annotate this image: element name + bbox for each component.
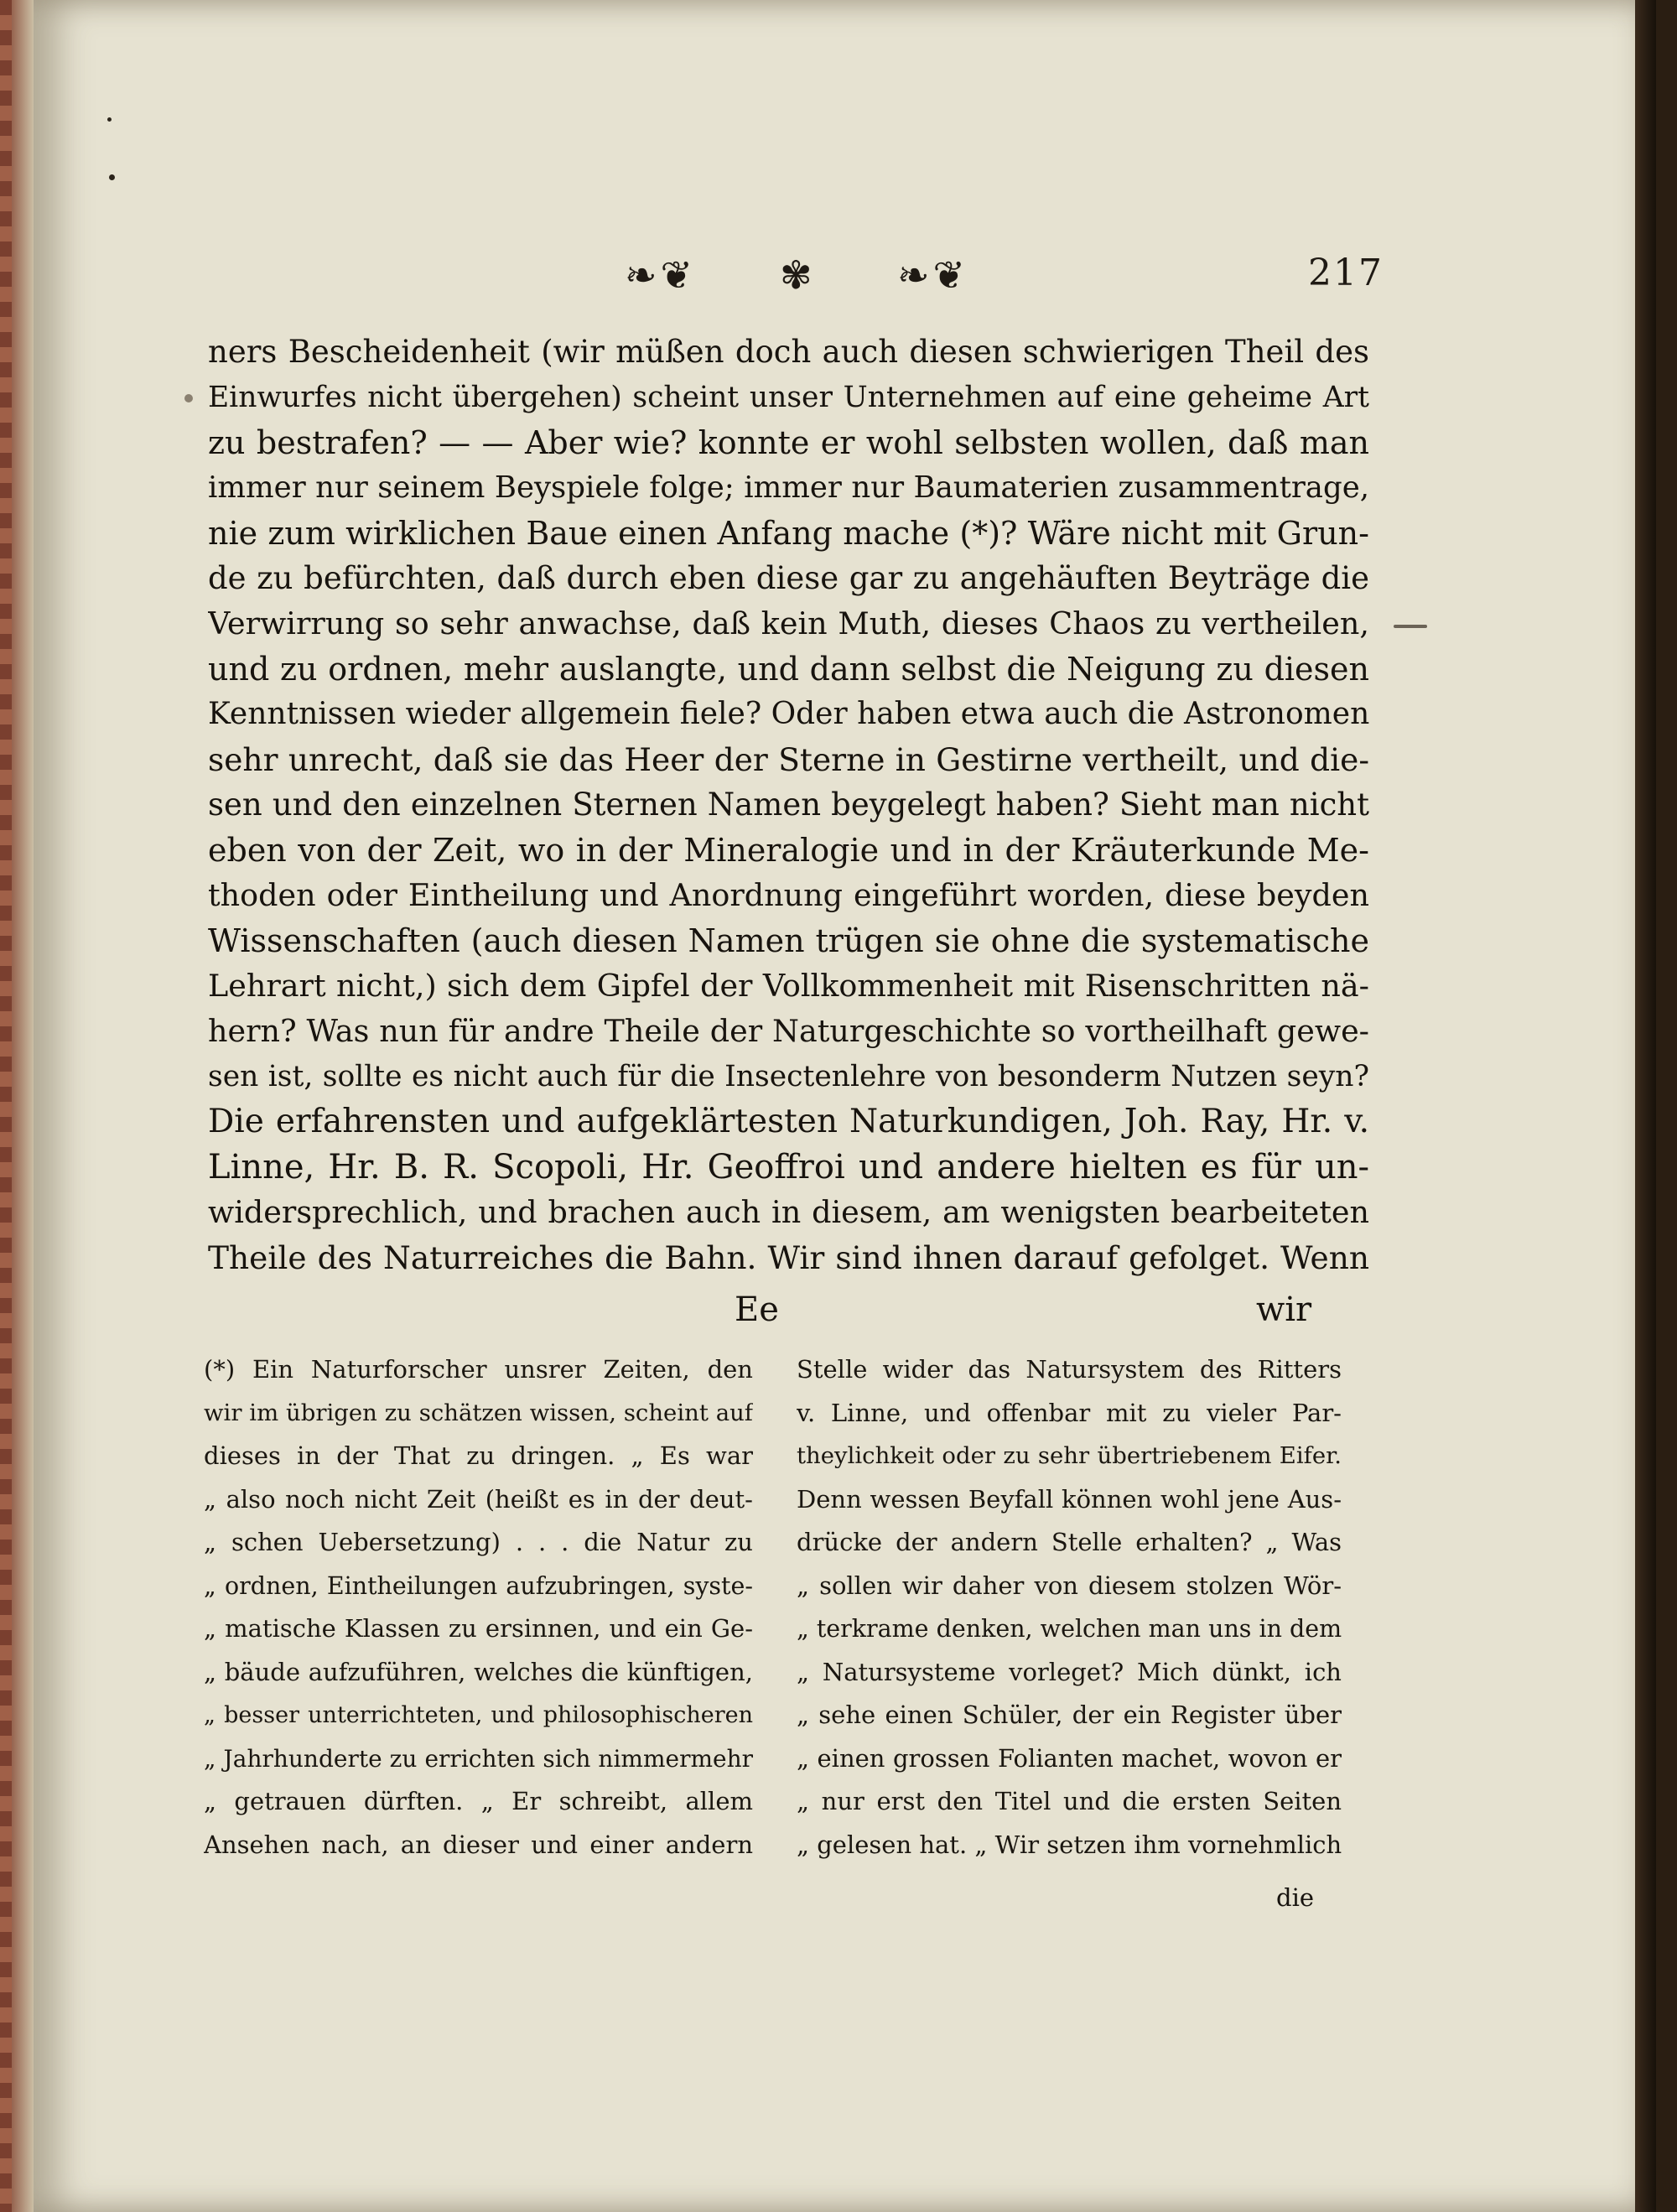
text-line: Wissenschaften (auch diesen Namen trügen sie ohne die systematische <box>208 922 1369 959</box>
text-line: de zu befürchten, daß durch eben diese gar zu angehäuften Beyträge die <box>208 560 1369 596</box>
text-line: eben von der Zeit, wo in der Mineralogie und in der Kräuterkunde Me- <box>208 832 1369 869</box>
ornament-right-icon: ❧❦ <box>897 252 969 298</box>
footnote-line: „ also noch nicht Zeit (heißt es in der deut- <box>204 1484 753 1514</box>
footnote-line: „ schen Uebersetzung) . . . die Natur zu <box>204 1528 753 1556</box>
footnote-left-column <box>204 1348 753 1867</box>
text-line: zu bestrafen? — — Aber wie? konnte er wohl selbsten wollen, daß man <box>208 424 1369 461</box>
main-text <box>208 330 1369 1280</box>
spine-stripe <box>0 0 12 2212</box>
text-line: hern? Was nun für andre Theile der Naturgeschichte so vortheilhaft gewe- <box>208 1013 1369 1049</box>
ink-speck <box>109 174 115 180</box>
binding-gutter <box>0 0 34 2212</box>
footnote-line: v. Linne, und offenbar mit zu vieler Par- <box>797 1398 1342 1427</box>
text-line: sen und den einzelnen Sternen Namen beygelegt haben? Sieht man nicht <box>208 787 1369 823</box>
text-line: sehr unrecht, daß sie das Heer der Sterne in Gestirne vertheilt, und die- <box>208 741 1369 778</box>
ink-speck <box>107 117 112 122</box>
text-line: Lehrart nicht,) sich dem Gipfel der Vollkommenheit mit Risenschritten nä- <box>208 968 1369 1004</box>
ink-speck <box>1394 625 1427 628</box>
signature-mark: Ee <box>735 1290 779 1329</box>
footnote-catchword: die <box>1276 1883 1315 1912</box>
footnote-line: „ terkrame denken, welchen man uns in dem <box>797 1615 1342 1643</box>
footnote-line: „ nur erst den Titel und die ersten Seiten <box>797 1787 1342 1815</box>
footnote-line: „ sollen wir daher von diesem stolzen Wör- <box>797 1571 1342 1600</box>
footnote-line: drücke der andern Stelle erhalten? „ Was <box>797 1528 1342 1556</box>
footnote-line: „ matische Klassen zu ersinnen, und ein Ge- <box>204 1614 753 1643</box>
text-line: immer nur seinem Beyspiele folge; immer nur Baumaterien zusammentrage, <box>208 470 1369 505</box>
footnote-line: Denn wessen Beyfall können wohl jene Aus- <box>797 1484 1342 1514</box>
ink-speck <box>184 394 193 402</box>
footnote-line: „ sehe einen Schüler, der ein Register über <box>797 1701 1342 1729</box>
footnote-line: „ ordnen, Eintheilungen aufzubringen, syste- <box>204 1571 753 1600</box>
footnote-line: (*) Ein Naturforscher unsrer Zeiten, den <box>204 1355 753 1384</box>
ornament-left-icon: ❧❦ <box>625 252 697 298</box>
text-line: thoden oder Eintheilung und Anordnung eingeführt worden, diese beyden <box>208 877 1369 913</box>
footnote-line: theylichkeit oder zu sehr übertriebenem Eifer. <box>797 1442 1342 1469</box>
footnote-line: „ besser unterrichteten, und philosophischeren <box>204 1702 753 1728</box>
text-line: Verwirrung so sehr anwachse, daß kein Muth, dieses Chaos zu vertheilen, <box>208 605 1369 641</box>
footnote-right-column <box>797 1348 1342 1867</box>
footnote-line: „ Natursysteme vorleget? Mich dünkt, ich <box>797 1657 1342 1686</box>
text-line: widersprechlich, und brachen auch in diesem, am wenigsten bearbeiteten <box>208 1194 1369 1230</box>
text-line: sen ist, sollte es nicht auch für die Insectenlehre von besonderm Nutzen seyn? <box>208 1060 1369 1093</box>
text-line: Theile des Naturreiches die Bahn. Wir sind ihnen darauf gefolget. Wenn <box>208 1239 1369 1276</box>
footnote-line: „ getrauen dürften. „ Er schreibt, allem <box>204 1787 753 1815</box>
footnote-line: „ Jahrhunderte zu errichten sich nimmermehr <box>204 1744 753 1773</box>
page-number: 217 <box>1308 252 1384 294</box>
footnote-line: „ einen grossen Folianten machet, wovon er <box>797 1743 1342 1773</box>
ornament-center-icon: ✾ <box>780 252 816 298</box>
text-line: Die erfahrensten und aufgeklärtesten Naturkundigen, Joh. Ray, Hr. v. <box>208 1103 1369 1140</box>
text-line: nie zum wirklichen Baue einen Anfang mache (*)? Wäre nicht mit Grun- <box>208 515 1369 552</box>
footnote-line: dieses in der That zu dringen. „ Es war <box>204 1441 753 1470</box>
catchword: wir <box>1256 1290 1312 1329</box>
footnote-line: wir im übrigen zu schätzen wissen, scheint auf <box>204 1399 753 1426</box>
page-edge-shadow <box>1635 0 1656 2212</box>
footnote-line: Ansehen nach, an dieser und einer andern <box>204 1830 753 1859</box>
text-line: ners Bescheidenheit (wir müßen doch auch diesen schwierigen Theil des <box>208 334 1369 370</box>
text-line: Einwurfes nicht übergehen) scheint unser Unternehmen auf eine geheime Art <box>208 381 1369 414</box>
footnote-line: „ bäude aufzuführen, welches die künftigen, <box>204 1657 753 1686</box>
footnote-line: Stelle wider das Natursystem des Ritters <box>797 1355 1342 1384</box>
text-line: und zu ordnen, mehr auslangte, und dann selbst die Neigung zu diesen <box>208 651 1369 688</box>
text-line: Kenntnissen wieder allgemein fiele? Oder haben etwa auch die Astronomen <box>208 697 1369 731</box>
footnote-line: „ gelesen hat. „ Wir setzen ihm vornehmlich <box>797 1830 1342 1859</box>
text-line: Linne, Hr. B. R. Scopoli, Hr. Geoffroi und andere hielten es für un- <box>208 1148 1369 1186</box>
